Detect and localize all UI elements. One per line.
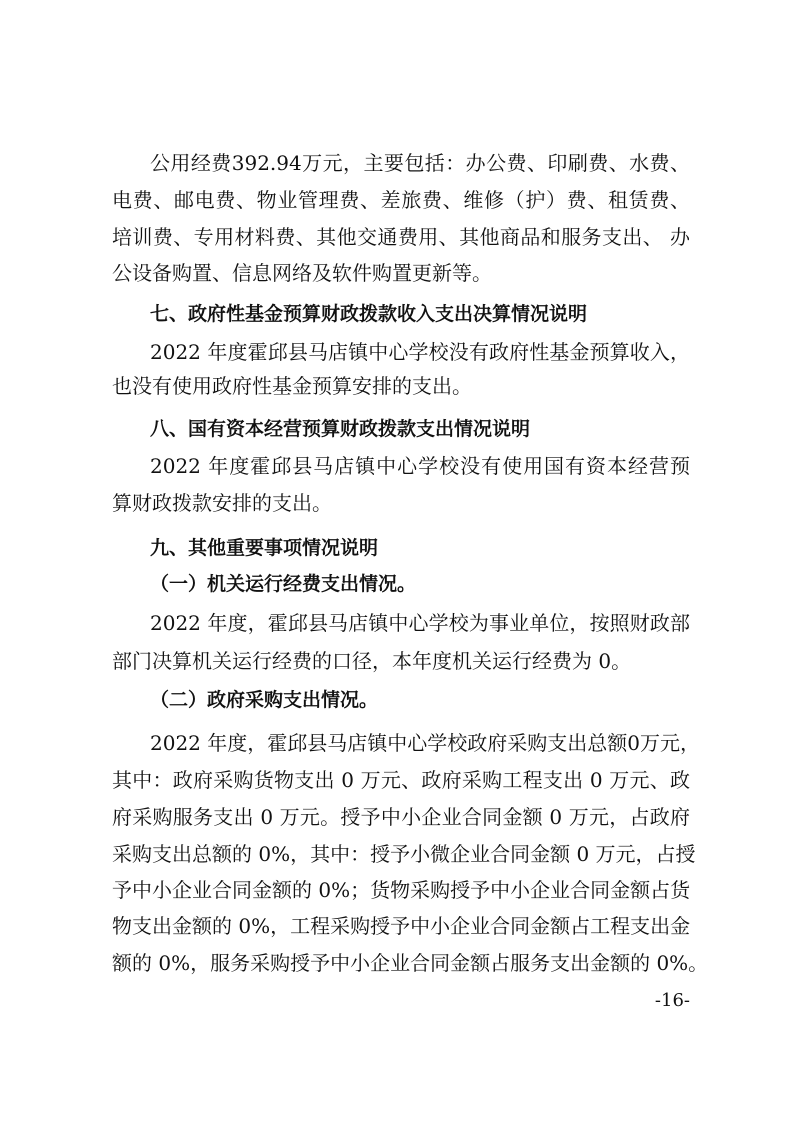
paragraph-line: 采购支出总额的 0%，其中：授予小微企业合同金额 0 万元，占授 (112, 842, 696, 866)
paragraph-line: 其中：政府采购货物支出 0 万元、政府采购工程支出 0 万元、政 (112, 768, 690, 792)
paragraph-line: 2022 年度霍邱县马店镇中心学校没有政府性基金预算收入， (150, 340, 690, 364)
subsection-heading-2: （二）政府采购支出情况。 (150, 689, 379, 711)
paragraph-line: 2022 年度，霍邱县马店镇中心学校为事业单位，按照财政部 (150, 611, 690, 635)
section-heading-9: 九、其他重要事项情况说明 (150, 537, 379, 559)
paragraph-line: 电费、邮电费、物业管理费、差旅费、维修（护）费、租赁费、 (112, 188, 690, 212)
paragraph-line: 额的 0%，服务采购授予中小企业合同金额占服务支出金额的 0%。 (112, 951, 709, 975)
page-number: -16- (654, 990, 690, 1011)
section-heading-8: 八、国有资本经营预算财政拨款支出情况说明 (150, 418, 531, 440)
paragraph-line: 公设备购置、信息网络及软件购置更新等。 (112, 261, 492, 285)
paragraph-line: 培训费、专用材料费、其他交通费用、其他商品和服务支出、 办 (112, 225, 690, 249)
paragraph-line: 也没有使用政府性基金预算安排的支出。 (112, 374, 472, 398)
paragraph-line: 予中小企业合同金额的 0%；货物采购授予中小企业合同金额占货 (112, 878, 691, 902)
subsection-heading-1: （一）机关运行经费支出情况。 (150, 573, 417, 595)
paragraph-line: 公用经费392.94万元，主要包括：办公费、印刷费、水费、 (150, 151, 690, 175)
paragraph-line: 算财政拨款安排的支出。 (112, 491, 332, 515)
paragraph-line: 2022 年度，霍邱县马店镇中心学校政府采购支出总额0万元， (150, 731, 700, 755)
section-heading-7: 七、政府性基金预算财政拨款收入支出决算情况说明 (150, 303, 588, 325)
paragraph-line: 2022 年度霍邱县马店镇中心学校没有使用国有资本经营预 (150, 454, 690, 478)
paragraph-line: 府采购服务支出 0 万元。授予中小企业合同金额 0 万元，占政府 (112, 805, 690, 829)
paragraph-line: 物支出金额的 0%，工程采购授予中小企业合同金额占工程支出金 (112, 914, 691, 938)
paragraph-line: 部门决算机关运行经费的口径，本年度机关运行经费为 0。 (112, 649, 632, 673)
